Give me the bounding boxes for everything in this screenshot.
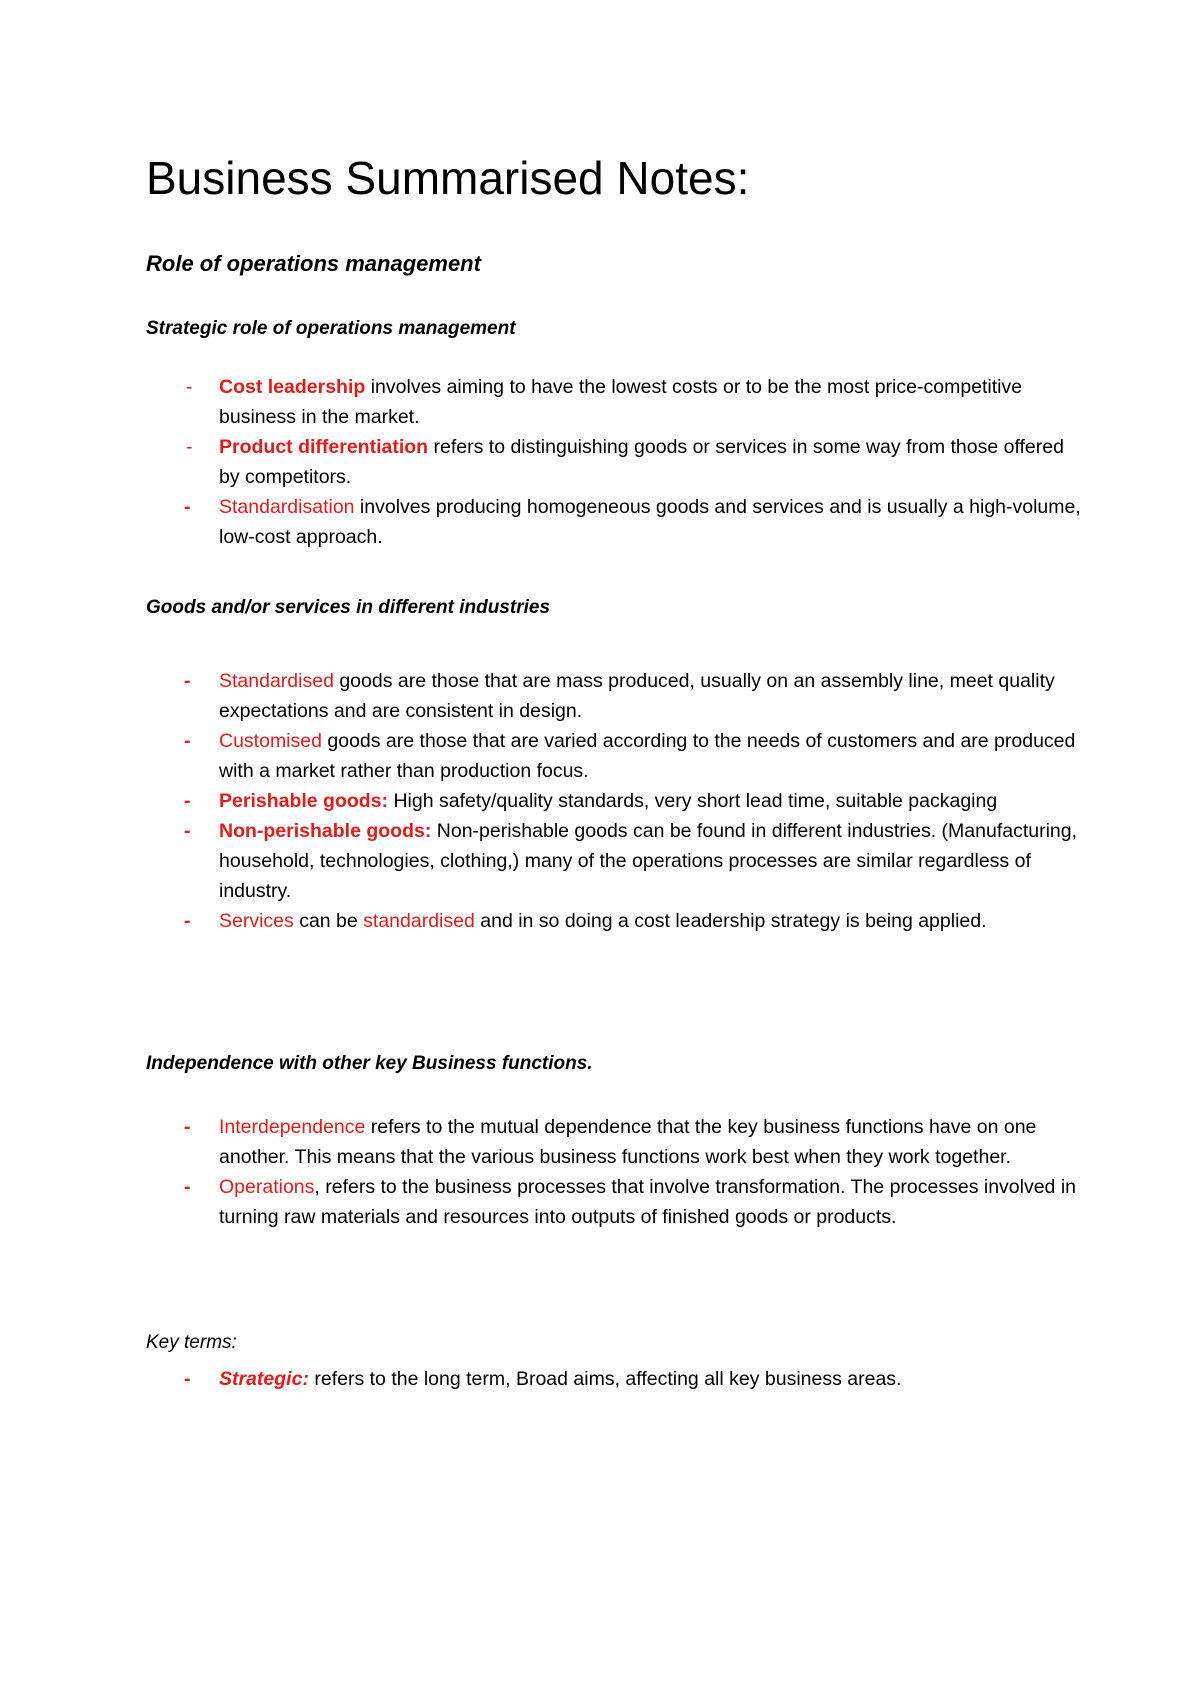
term-description: refers to the long term, Broad aims, affecting all key business areas. [308,1368,902,1390]
list-item [146,432,1086,492]
term-description: involves aiming to have the lowest costs or to be the most price-competitive business in the market. [219,376,1023,428]
term-label-secondary: standardised [363,910,475,932]
independence-list [146,1112,1086,1232]
term-label: Non-perishable goods: [219,820,432,842]
subheading-independence: Independence with other key Business functions. [146,1053,593,1074]
bullet-dash: - [184,1368,191,1390]
list-item [146,906,1086,936]
term-label: Strategic: [219,1368,309,1390]
list-item [146,786,1086,816]
term-label: Operations [219,1176,315,1198]
subheading-goods-services: Goods and/or services in different industries [146,597,551,618]
term-label: Customised [219,730,322,752]
term-description: goods are those that are varied according to the needs of customers and are produced with a market rather than production focus. [219,730,1076,782]
bullet-dash: - [184,670,191,692]
list-item [146,816,1086,906]
list-item [146,726,1086,786]
list-item [146,1112,1086,1172]
term-label: Product differentiation [219,436,429,458]
list-item [146,666,1086,726]
term-description: goods are those that are mass produced, usually on an assembly line, meet quality expectations and are consistent in design. [219,670,1055,722]
term-description: involves producing homogeneous goods and services and is usually a high-volume, low-cost approach. [219,496,1081,548]
list-item [146,372,1086,432]
bullet-dash: - [184,820,191,842]
term-label: Perishable goods: [219,790,389,812]
subheading-key-terms: Key terms: [146,1332,237,1353]
term-label: Cost leadership [219,376,366,398]
bullet-dash: - [184,496,191,518]
key-terms-list [146,1364,1086,1394]
list-item [146,1364,1086,1394]
term-description: Non-perishable goods can be found in different industries. (Manufacturing, household, technologies, clothing,) many of the operations processes are similar regardless of industry. [219,820,1078,902]
list-item [146,1172,1086,1232]
term-description: refers to the mutual dependence that the key business functions have on one another. This means that the various business functions work best when they work together. [219,1116,1037,1168]
bullet-dash: - [184,730,191,752]
goods-list [146,666,1086,936]
bullet-dash: - [184,790,191,812]
document-title: Business Summarised Notes: [146,152,750,204]
term-description: can be [293,910,364,932]
term-description: High safety/quality standards, very short lead time, suitable packaging [388,790,998,812]
bullet-dash: - [186,376,193,398]
term-label: Standardisation [219,496,355,518]
term-description: , refers to the business processes that involve transformation. The processes involved in turning raw materials and resources into outputs of finished goods or products. [219,1176,1076,1228]
subheading-strategic-role: Strategic role of operations management [146,318,516,339]
list-item [146,492,1086,552]
bullet-dash: - [184,910,191,932]
term-label: Standardised [219,670,334,692]
term-label: Interdependence [219,1116,366,1138]
term-description-continued: and in so doing a cost leadership strategy is being applied. [474,910,987,932]
term-description: refers to distinguishing goods or services in some way from those offered by competitors. [219,436,1064,488]
bullet-dash: - [186,436,193,458]
bullet-dash: - [184,1116,191,1138]
term-label: Services [219,910,294,932]
section-heading-role: Role of operations management [146,251,481,276]
bullet-dash: - [184,1176,191,1198]
strategic-list [146,372,1086,552]
